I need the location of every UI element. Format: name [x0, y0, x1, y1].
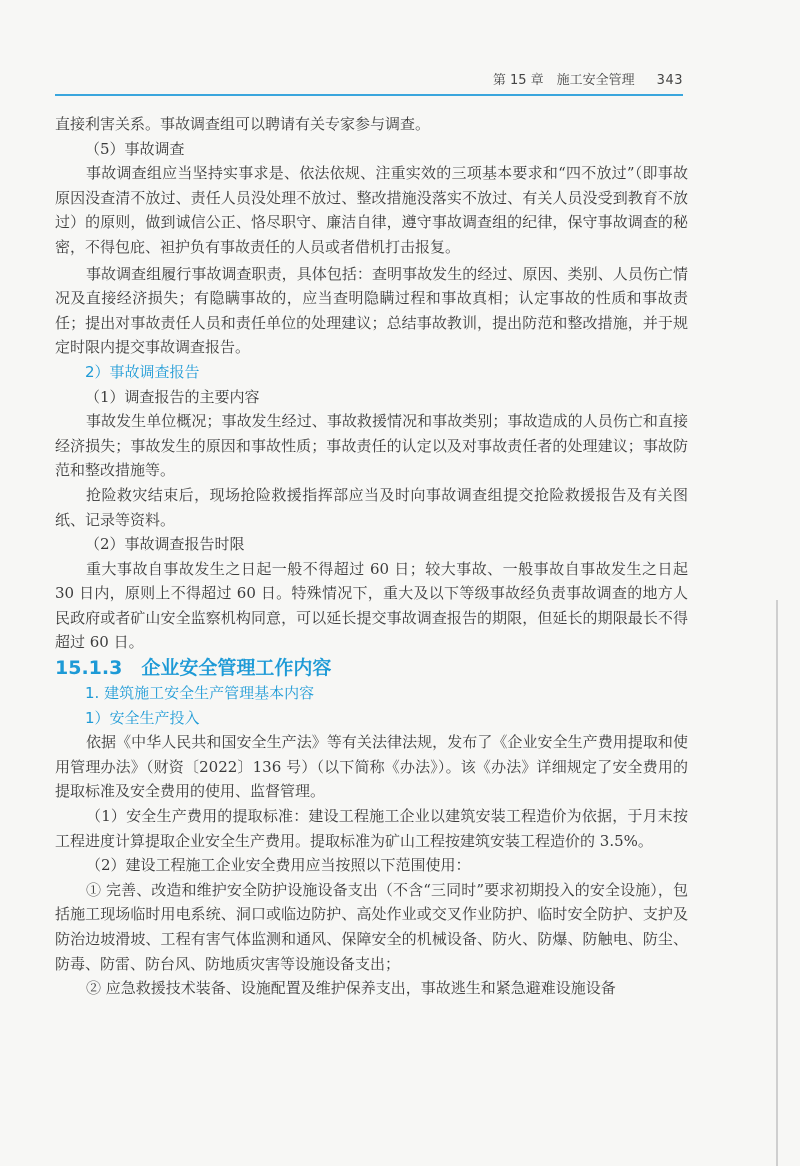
section-heading: 15.1.3 企业安全管理工作内容 [55, 657, 332, 680]
chapter-title: 第 15 章 施工安全管理 [492, 73, 635, 88]
subheading: 2）事故调查报告 [85, 362, 200, 381]
paragraph: （1）安全生产费用的提取标准：建设工程施工企业以建筑安装工程造价为依据，于月末按工程进度计算提取企业安全生产费用。提取标准为矿山工程按建筑安装工程造价的 3.5%。 [55, 807, 688, 850]
subheading: 1. 建筑施工安全生产管理基本内容 [85, 684, 315, 703]
paragraph: ① 完善、改造和维护安全防护设施设备支出（不含“三同时”要求初期投入的安全设施），包括施工现场临时用电系统、洞口或临边防护、高处作业或交叉作业防护、临时安全防护、支护及防治边坡滑坡、工程有害气体监测和通风、保障安全的机械设备、防火、防爆、防触电、防尘、防毒、防雷、防台风、防地质灾害等设施设备支出； [55, 880, 688, 973]
subsection-label: （5）事故调查 [85, 139, 185, 158]
paragraph: 事故调查组履行事故调查职责，具体包括：查明事故发生的经过、原因、类别、人员伤亡情况及直接经济损失；有隐瞒事故的，应当查明隐瞒过程和事故真相；认定事故的性质和事故责任；提出对事故责任人员和责任单位的处理建议；总结事故教训，提出防范和整改措施，并于规定时限内提交事故调查报告。 [55, 264, 688, 357]
paragraph: 重大事故自事故发生之日起一般不得超过 60 日；较大事故、一般事故自事故发生之日起 30 日内，原则上不得超过 60 日。特殊情况下，重大及以下等级事故经负责事故调查的地方人民政府或者矿山安全监察机构同意，可以延长提交事故调查报告的期限，但延长的期限最长不得超过 60 日。 [55, 559, 688, 652]
paragraph: （2）建设工程施工企业安全费用应当按照以下范围使用： [86, 856, 471, 875]
paragraph: 事故调查组应当坚持实事求是、依法依规、注重实效的三项基本要求和“四不放过”（即事故原因没查清不放过、责任人员没处理不放过、整改措施没落实不放过、有关人员没受到教育不放过）的原则，做到诚信公正、恪尽职守、廉洁自律，遵守事故调查组的纪律，保守事故调查的秘密，不得包庇、袒护负有事故责任的人员或者借机打击报复。 [55, 164, 688, 256]
paragraph: 直接利害关系。事故调查组可以聘请有关专家参与调查。 [55, 115, 431, 133]
page-header [55, 66, 683, 96]
subsection-label: （1）调查报告的主要内容 [85, 387, 260, 406]
subsection-label: （2）事故调查报告时限 [85, 535, 245, 554]
paragraph: 依据《中华人民共和国安全生产法》等有关法律法规，发布了《企业安全生产费用提取和使用管理办法》（财资〔2022〕136 号）（以下简称《办法》）。该《办法》详细规定了安全费用的提取标准及安全费用的使用、监督管理。 [55, 733, 688, 801]
paragraph: 事故发生单位概况；事故发生经过、事故救援情况和事故类别；事故造成的人员伤亡和直接经济损失；事故发生的原因和事故性质；事故责任的认定以及对事故责任者的处理建议；事故防范和整改措施等。 [55, 412, 688, 480]
subheading: 1）安全生产投入 [85, 708, 200, 727]
page-number: 343 [656, 73, 683, 88]
page-edge-shadow [776, 600, 778, 1166]
paragraph: 抢险救灾结束后，现场抢险救援指挥部应当及时向事故调查组提交抢险救援报告及有关图纸、记录等资料。 [55, 485, 688, 529]
page-body [55, 112, 688, 1001]
paragraph: ② 应急救援技术装备、设施配置及维护保养支出，事故逃生和紧急避难设施设备 [86, 979, 616, 998]
